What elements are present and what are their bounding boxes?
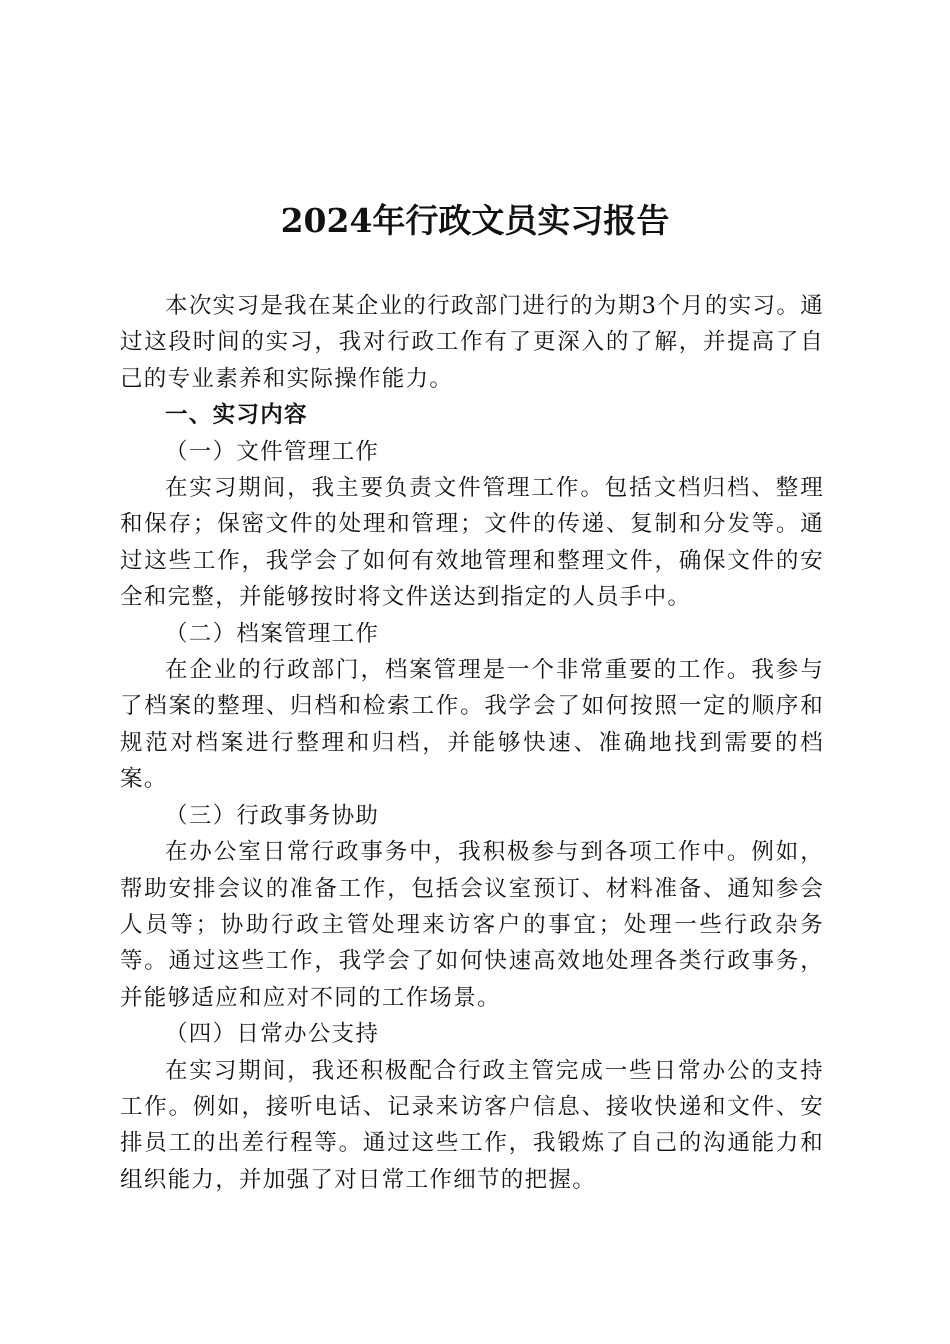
document-body [120, 288, 824, 1198]
subsection-heading-archive-management: （二）档案管理工作 [165, 620, 380, 647]
subsection-heading-office-support: （四）日常办公支持 [165, 1021, 380, 1048]
paragraph-file-management: 在实习期间，我主要负责文件管理工作。包括文档归档、整理和保存；保密文件的处理和管理；文件的传递、复制和分发等。通过这些工作，我学会了如何有效地管理和整理文件，确保文件的安全和完整，并能够按时将文件送达到指定的人员手中。 [120, 475, 824, 611]
subsection-heading-file-management: （一）文件管理工作 [165, 438, 380, 465]
paragraph-archive-management: 在企业的行政部门，档案管理是一个非常重要的工作。我参与了档案的整理、归档和检索工作。我学会了如何按照一定的顺序和规范对档案进行整理和归档，并能够快速、准确地找到需要的档案。 [120, 657, 824, 793]
subsection-heading-admin-assistance: （三）行政事务协助 [165, 802, 380, 829]
document-title: 2024年行政文员实习报告 [280, 201, 670, 240]
paragraph-office-support: 在实习期间，我还积极配合行政主管完成一些日常办公的支持工作。例如，接听电话、记录来访客户信息、接收快递和文件、安排员工的出差行程等。通过这些工作，我锻炼了自己的沟通能力和组织能力，并加强了对日常工作细节的把握。 [120, 1057, 824, 1193]
paragraph-admin-assistance: 在办公室日常行政事务中，我积极参与到各项工作中。例如，帮助安排会议的准备工作，包括会议室预订、材料准备、通知参会人员等；协助行政主管处理来访客户的事宜；处理一些行政杂务等。通过这些工作，我学会了如何快速高效地处理各类行政事务，并能够适应和应对不同的工作场景。 [120, 839, 824, 1011]
intro-paragraph: 本次实习是我在某企业的行政部门进行的为期3个月的实习。通过这段时间的实习，我对行政工作有了更深入的了解，并提高了自己的专业素养和实际操作能力。 [120, 293, 824, 392]
section-heading-internship-content: 一、实习内容 [165, 402, 308, 429]
